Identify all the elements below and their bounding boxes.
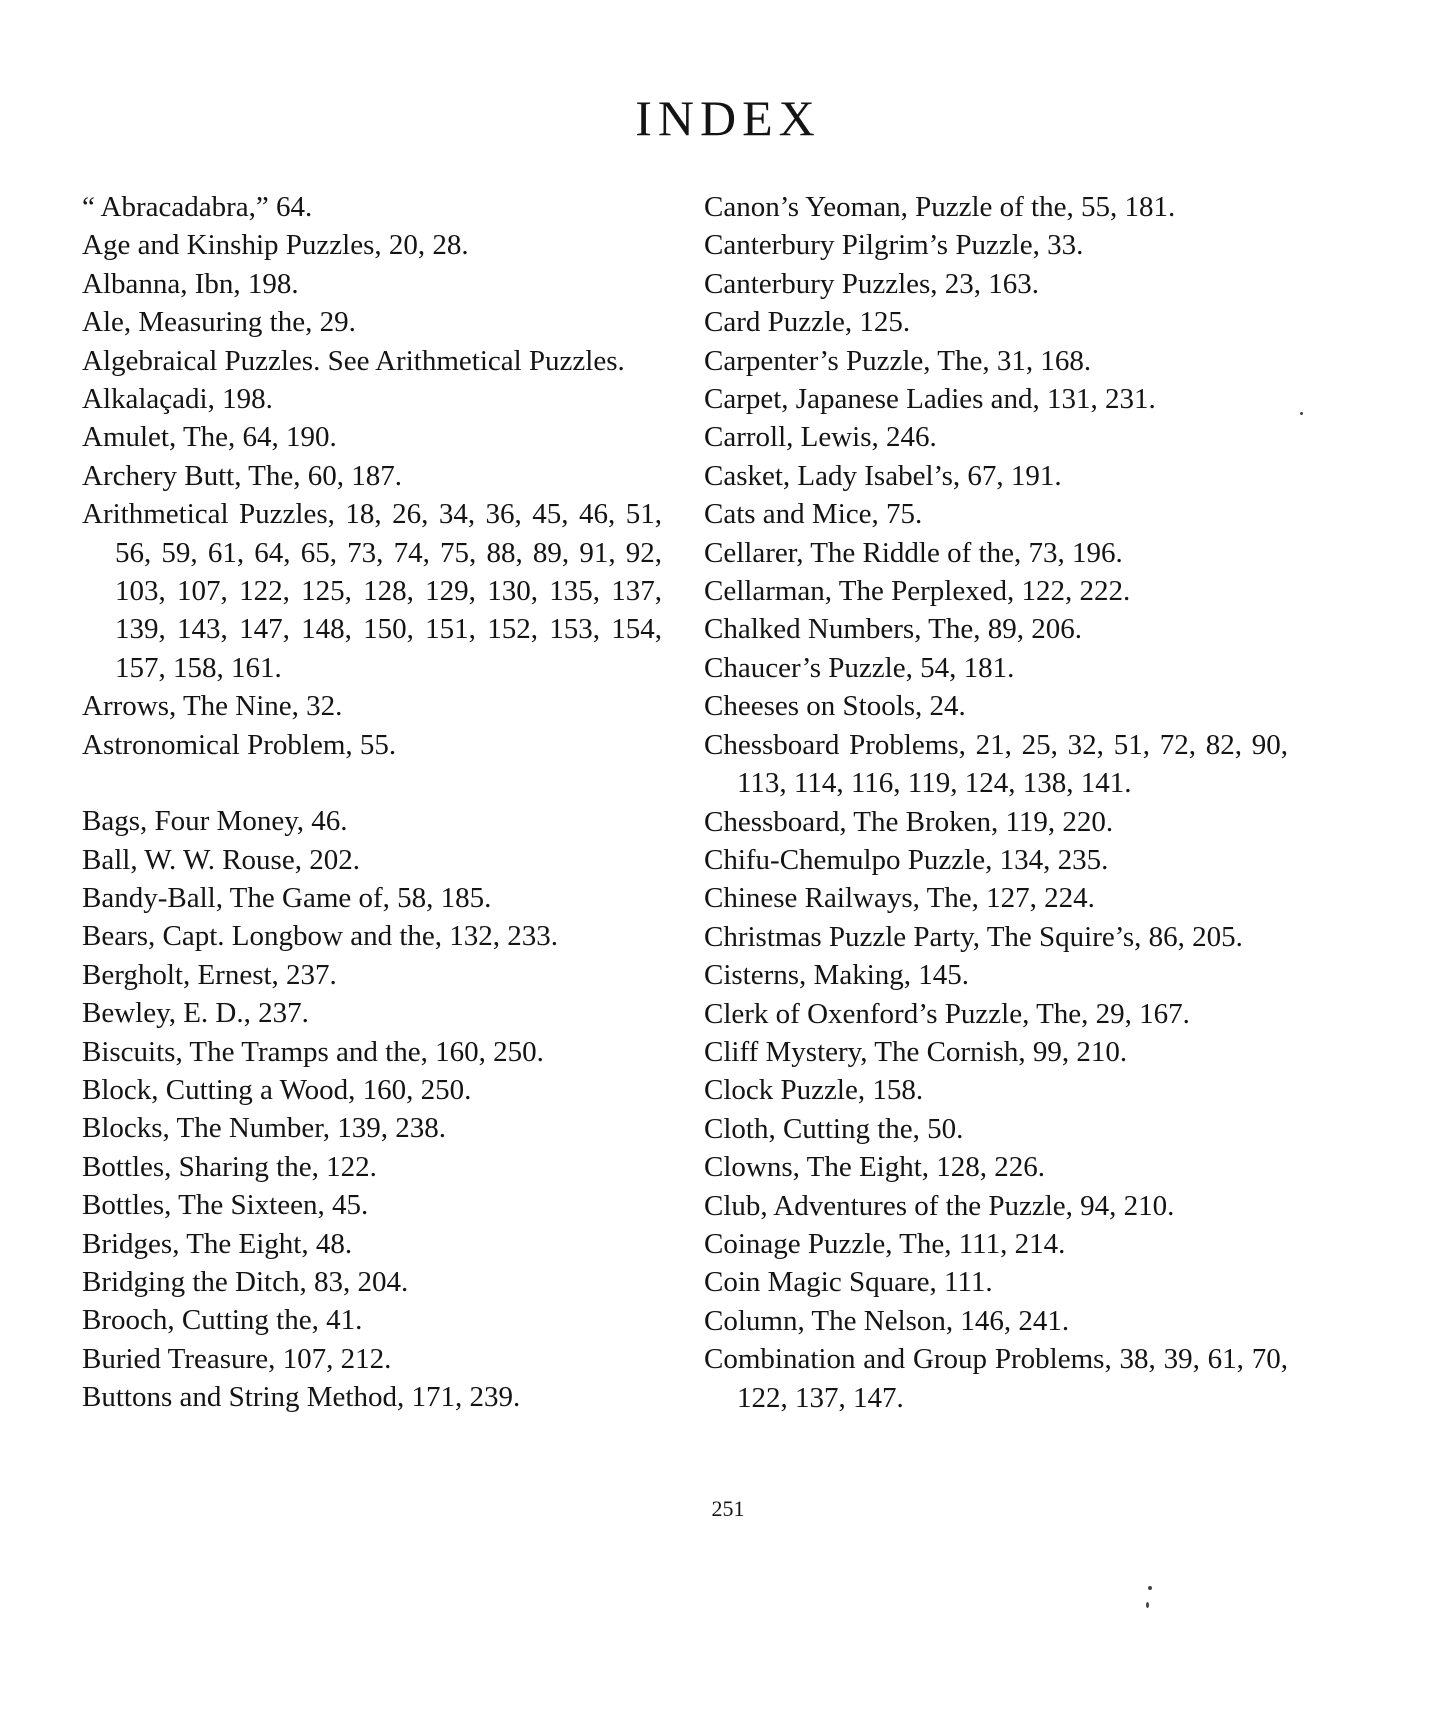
index-entry: Arrows, The Nine, 32. [82,690,343,723]
index-entry: Canon’s Yeoman, Puzzle of the, 55, 181. [704,191,1176,223]
index-entry: “ Abracadabra,” 64. [82,191,313,223]
index-entry: Cheeses on Stools, 24. [704,690,966,723]
index-entry: Bags, Four Money, 46. [82,805,348,838]
index-entry: Cellarer, The Riddle of the, 73, 196. [704,536,1123,569]
index-column-left [82,188,662,1417]
index-column-right [704,188,1288,1417]
index-entry: Carpet, Japanese Ladies and, 131, 231. [704,383,1156,416]
index-entry: Cisterns, Making, 145. [704,959,970,992]
index-entry: Ball, W. W. Rouse, 202. [82,843,360,876]
index-entry: Clock Puzzle, 158. [704,1074,924,1107]
index-entry: Cliff Mystery, The Cornish, 99, 210. [704,1035,1128,1068]
index-entry: Archery Butt, The, 60, 187. [82,459,403,492]
index-entry: Bottles, The Sixteen, 45. [82,1189,369,1222]
index-entry: Chalked Numbers, The, 89, 206. [704,613,1083,646]
index-entry: Age and Kinship Puzzles, 20, 28. [82,229,469,262]
index-entry: Bewley, E. D., 237. [82,997,309,1030]
index-entry: Arithmetical Puzzles, 18, 26, 34, 36, 45, 46, 51, 56, 59, 61, 64, 65, 73, 74, 75, 88, 89, 91, 92, 103, 107, 122, 125, 128, 129, 130, 135, 137, 139, 143, 147, 148, 150, 151, 152, 153, 154, 157, 158, 161. [82,498,662,684]
index-entry: Chinese Railways, The, 127, 224. [704,882,1095,915]
index-entry: Bandy-Ball, The Game of, 58, 185. [82,881,492,914]
scan-speck [1300,412,1303,415]
index-entry: Card Puzzle, 125. [704,306,911,339]
index-entry: Christmas Puzzle Party, The Squire’s, 86, 205. [704,920,1243,953]
index-entry: Alkalaçadi, 198. [82,383,273,416]
scan-speck [1146,1602,1149,1608]
index-entry: Ale, Measuring the, 29. [82,306,356,339]
index-entry: Amulet, The, 64, 190. [82,421,337,454]
page-number: 251 [711,1496,745,1521]
scan-speck [1148,1586,1152,1590]
index-entry: Bergholt, Ernest, 237. [82,958,337,991]
index-entry: Coin Magic Square, 111. [704,1266,993,1299]
index-entry: Buried Treasure, 107, 212. [82,1342,392,1375]
index-entry: Bears, Capt. Longbow and the, 132, 233. [82,920,559,953]
index-entry: Clowns, The Eight, 128, 226. [704,1151,1046,1184]
index-entry: Cats and Mice, 75. [704,498,923,531]
index-entry: Casket, Lady Isabel’s, 67, 191. [704,459,1062,492]
index-entry: Canterbury Puzzles, 23, 163. [704,267,1040,300]
index-entry: Astronomical Problem, 55. [82,728,397,761]
index-entry: Canterbury Pilgrim’s Puzzle, 33. [704,229,1084,262]
index-entry: Combination and Group Problems, 38, 39, 61, 70, 122, 137, 147. [704,1343,1288,1414]
index-entry: Bridging the Ditch, 83, 204. [82,1265,409,1298]
index-entry: Clerk of Oxenford’s Puzzle, The, 29, 167. [704,997,1190,1030]
index-entry: Bridges, The Eight, 48. [82,1227,353,1260]
index-entry: Carpenter’s Puzzle, The, 31, 168. [704,344,1092,377]
index-entry: Coinage Puzzle, The, 111, 214. [704,1227,1066,1260]
index-entry: Cellarman, The Perplexed, 122, 222. [704,575,1131,608]
page-title: INDEX [635,90,821,146]
index-entry: Algebraical Puzzles. See Arithmetical Puzzles. [82,344,625,377]
index-entry: Carroll, Lewis, 246. [704,421,937,454]
index-entry: Club, Adventures of the Puzzle, 94, 210. [704,1189,1175,1222]
index-entry: Cloth, Cutting the, 50. [704,1112,964,1145]
index-entry: Brooch, Cutting the, 41. [82,1304,363,1337]
index-entry: Chifu-Chemulpo Puzzle, 134, 235. [704,843,1109,876]
index-entry: Blocks, The Number, 139, 238. [82,1112,446,1145]
index-entry: Block, Cutting a Wood, 160, 250. [82,1073,472,1106]
index-entry: Chessboard Problems, 21, 25, 32, 51, 72, 82, 90, 113, 114, 116, 119, 124, 138, 141. [704,728,1288,800]
index-entry: Bottles, Sharing the, 122. [82,1150,377,1183]
index-entry: Albanna, Ibn, 198. [82,267,299,300]
index-entry: Biscuits, The Tramps and the, 160, 250. [82,1035,544,1068]
index-entry: Chaucer’s Puzzle, 54, 181. [704,651,1015,684]
index-entry: Chessboard, The Broken, 119, 220. [704,805,1114,838]
index-entry: Column, The Nelson, 146, 241. [704,1304,1070,1337]
index-entry: Buttons and String Method, 171, 239. [82,1381,521,1414]
